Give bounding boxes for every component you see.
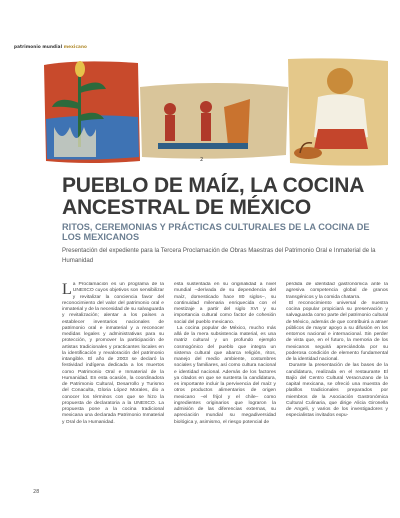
column-1-text: a Proclamación es un programa de la UNESCO cuyos objetivos son sensibilizar y revitalizar la conciencia favor del reconocimiento del valor del patrimonio oral e inmaterial y de la necesidad de su salvaguarda y revitalización; alentar a los países a establecer inventarios nacionales de patrimonio oral e inmaterial y a reconocer medidas legales y administrativas para su protección, y promover la participación de artistas tradicionales y practicantes locales en la identificación y revaloración del patrimonio intangible. El año de 2003 se declaró la festividad indígena dedicada a los muertos como Patrimonio Oral e Inmaterial de la Humanidad. En esta ocasión, la coordinadora de Patrimonio Cultural, Desarrollo y Turismo del Conaculta, Gloria López Morales, dio a conocer los términos con que se hizo la propuesta de declaratoria a la UNESCO. La propuesta pone a la cocina tradicional mexicana una declarada Patrimonio Inmaterial y Oral de la Humanidad. (62, 282, 164, 425)
article-lead: Presentación del expediente para la Tercera Proclamación de Obras Maestras del Patrimonio Oral e Inmaterial de la Humanidad (62, 247, 376, 264)
page-number: 28 (33, 489, 40, 495)
header-section: patrimonio mundial (14, 44, 63, 49)
body-column-1 (62, 282, 164, 426)
body-column-2 (174, 282, 276, 426)
body-columns (62, 282, 392, 507)
column-2-paragraph-1: esta sustentada en su originalidad a nivel mundial –derivada de su dependencia del maíz, domesticado hace 80 siglos–, su continuidad milenaria enriquecida con el mestizaje a partir del siglo XVI y su importancia cultural como factor de cohesión social del pueblo mexicano. (174, 282, 276, 325)
column-3-paragraph-2: El reconocimiento universal de nuestra cocina popular propiciará su preservación y salvaguarda como parte del patrimonio cultural de México, además de que contribuirá a atraer públicos de mayor apoyo a su difusión en los entornos nacional e internacional. Sin perder de vista que, en el futuro, la memoria de los mexicanos seguirá apreciándola por su poderosa condición de elemento fundamental de la identidad nacional. (286, 300, 388, 362)
column-3-paragraph-1: pérdida de identidad gastronómica ante la agresiva competencia global de granos transgénicos y la comida chatarra. (286, 282, 388, 300)
column-1-paragraph (62, 282, 164, 426)
drop-cap: L (62, 282, 72, 298)
running-header (14, 44, 87, 49)
hero-illustration (18, 57, 388, 167)
article-subtitle: RITOS, CEREMONIAS Y PRÁCTICAS CULTURALES DE LA COCINA DE LOS MEXICANOS (62, 222, 370, 242)
column-3-paragraph-3: Durante la presentación de las bases de la candidatura, realizada en el restaurante El Bajío del Centro Cultural Veracruzano de la capital mexicana, se ofreció una muestra de platillos tradicionales preparados por miembros de la Asociación Gastronómica Cultural Culinaria, que dirige Alicia Gironella de Angeli, y varios de los investigadores y especialistas invitados expu- (286, 363, 388, 419)
cooking-pot (294, 147, 322, 159)
body-column-3 (286, 282, 388, 420)
column-2-paragraph-2: La cocina popular de México, mucho más allá de la mera subsistencia material, es una matriz cultural y un profundo ejemplo cosmogónico del pueblo que integra un sistema cultural que abarca religión, ritos, manejo del medio ambiente, costumbres sociales y familiares, así como cultura nacional e identidad nacional. Además de los factores ya citados en que se sustenta la candidatura, es importante incluir la pervivencia del maíz y otros productos alimentarios de origen mexicano –el frijol y el chile– como ingredientes originarios que lograron la admisión de las diferencias externas, su apreciación mundial su megadiversidad biológica y, asimismo, el riesgo potencial de (174, 325, 276, 425)
figure-number: 2 (200, 157, 204, 163)
codex-illustration (18, 57, 388, 167)
article-title: PUEBLO DE MAÍZ, LA COCINA ANCESTRAL DE MÉXICO (62, 174, 364, 219)
header-tag: mexicano (63, 44, 88, 49)
